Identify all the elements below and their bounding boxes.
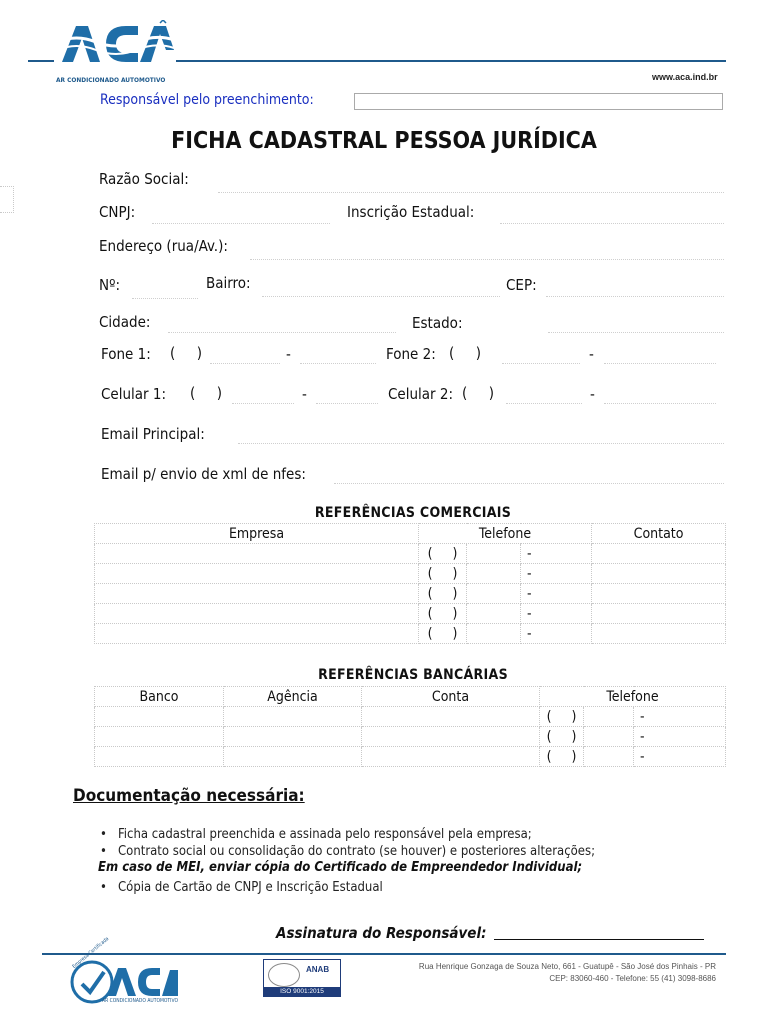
celular1-part1[interactable] bbox=[232, 383, 294, 404]
fone2-label: Fone 2: bbox=[386, 345, 436, 363]
email-xml-field[interactable] bbox=[334, 463, 724, 484]
banco-cell[interactable] bbox=[95, 727, 224, 747]
cidade-label: Cidade: bbox=[99, 313, 151, 331]
conta-cell[interactable] bbox=[362, 727, 540, 747]
docs-list-2 bbox=[96, 879, 716, 896]
phone-part2-cell[interactable] bbox=[521, 544, 592, 564]
signature-line[interactable] bbox=[494, 939, 704, 940]
phone-part2-cell[interactable] bbox=[634, 707, 726, 727]
table-row bbox=[95, 584, 726, 604]
footer-logo-tagline: AR CONDICIONADO AUTOMOTIVO bbox=[102, 998, 179, 1004]
agencia-cell[interactable] bbox=[224, 747, 362, 767]
ddd-cell[interactable]: ( ) bbox=[419, 584, 467, 604]
estado-field[interactable] bbox=[548, 312, 724, 333]
phone-part1-cell[interactable] bbox=[584, 727, 634, 747]
agencia-cell[interactable] bbox=[224, 707, 362, 727]
phone-part1-cell[interactable] bbox=[584, 747, 634, 767]
contato-cell[interactable] bbox=[592, 624, 726, 644]
table-row bbox=[95, 624, 726, 644]
fone2-dash: - bbox=[589, 345, 594, 363]
col-header-agencia: Agência bbox=[224, 687, 362, 707]
header-rule bbox=[176, 60, 726, 62]
table-header-row bbox=[95, 524, 726, 544]
numero-label: Nº: bbox=[99, 276, 120, 294]
cert-badge bbox=[263, 959, 341, 997]
celular2-ddd[interactable]: ( ) bbox=[462, 384, 494, 402]
phone-part1-cell[interactable] bbox=[467, 624, 521, 644]
footer-ring-text: Empresa Certificada bbox=[71, 936, 111, 970]
phone-part1-cell[interactable] bbox=[584, 707, 634, 727]
ddd-cell[interactable]: ( ) bbox=[540, 707, 584, 727]
header-rule-left bbox=[28, 60, 54, 62]
page-title: FICHA CADASTRAL PESSOA JURÍDICA bbox=[171, 128, 597, 154]
celular1-part2[interactable] bbox=[316, 383, 378, 404]
ddd-cell[interactable]: ( ) bbox=[419, 604, 467, 624]
ref-bancarias-title: REFERÊNCIAS BANCÁRIAS bbox=[318, 667, 508, 683]
email-xml-label: Email p/ envio de xml de nfes: bbox=[101, 465, 306, 483]
phone-part1-cell[interactable] bbox=[467, 564, 521, 584]
col-header-telefone: Telefone bbox=[540, 687, 726, 707]
ddd-cell[interactable]: ( ) bbox=[419, 544, 467, 564]
dash: - bbox=[640, 728, 645, 745]
col-header-conta: Conta bbox=[362, 687, 540, 707]
banco-cell[interactable] bbox=[95, 707, 224, 727]
list-item: • Cópia de Cartão de CNPJ e Inscrição Estadual bbox=[96, 879, 716, 896]
cnpj-label: CNPJ: bbox=[99, 203, 136, 221]
fone1-part2[interactable] bbox=[300, 343, 376, 364]
empresa-cell[interactable] bbox=[95, 584, 419, 604]
celular2-dash: - bbox=[590, 385, 595, 403]
phone-part2-cell[interactable] bbox=[634, 747, 726, 767]
phone-part2-cell[interactable] bbox=[521, 624, 592, 644]
celular1-label: Celular 1: bbox=[101, 385, 167, 403]
celular2-label: Celular 2: bbox=[388, 385, 454, 403]
table-header-row bbox=[95, 687, 726, 707]
ddd-cell[interactable]: ( ) bbox=[540, 727, 584, 747]
numero-field[interactable] bbox=[132, 278, 198, 299]
endereco-label: Endereço (rua/Av.): bbox=[99, 237, 228, 255]
phone-part2-cell[interactable] bbox=[634, 727, 726, 747]
celular1-dash: - bbox=[302, 385, 307, 403]
contato-cell[interactable] bbox=[592, 604, 726, 624]
mei-note: Em caso de MEI, enviar cópia do Certificado de Empreendedor Individual; bbox=[98, 860, 583, 875]
estado-label: Estado: bbox=[412, 314, 463, 332]
inscricao-estadual-label: Inscrição Estadual: bbox=[347, 203, 475, 221]
celular1-ddd[interactable]: ( ) bbox=[190, 384, 222, 402]
dash: - bbox=[640, 708, 645, 725]
aca-logo-icon bbox=[56, 20, 176, 70]
col-header-banco: Banco bbox=[95, 687, 224, 707]
table-row bbox=[95, 707, 726, 727]
ddd-cell[interactable]: ( ) bbox=[540, 747, 584, 767]
ddd-cell[interactable]: ( ) bbox=[419, 564, 467, 584]
header-logo bbox=[56, 20, 176, 84]
fone1-part1[interactable] bbox=[210, 343, 280, 364]
cnpj-field[interactable] bbox=[152, 203, 330, 224]
ref-bancarias-table bbox=[94, 686, 726, 767]
cert-seal-icon bbox=[268, 963, 300, 987]
responsavel-input[interactable] bbox=[354, 93, 723, 110]
table-row bbox=[95, 604, 726, 624]
bairro-label: Bairro: bbox=[206, 274, 251, 292]
ddd-cell[interactable]: ( ) bbox=[419, 624, 467, 644]
dash: - bbox=[527, 605, 532, 622]
logo-tagline: AR CONDICIONADO AUTOMOTIVO bbox=[56, 76, 166, 84]
conta-cell[interactable] bbox=[362, 707, 540, 727]
footer-contact: CEP: 83060-460 - Telefone: 55 (41) 3098-8686 bbox=[549, 974, 716, 983]
cep-field[interactable] bbox=[546, 276, 724, 297]
ref-comerciais-table bbox=[94, 523, 726, 644]
dash: - bbox=[527, 565, 532, 582]
fone1-label: Fone 1: bbox=[101, 345, 151, 363]
endereco-field[interactable] bbox=[250, 239, 724, 260]
phone-part2-cell[interactable] bbox=[521, 564, 592, 584]
col-header-empresa: Empresa bbox=[95, 524, 419, 544]
phone-part1-cell[interactable] bbox=[467, 544, 521, 564]
margin-mark bbox=[0, 186, 14, 213]
celular2-part1[interactable] bbox=[506, 383, 582, 404]
footer-logo bbox=[70, 936, 180, 1006]
dash: - bbox=[640, 748, 645, 765]
email-principal-label: Email Principal: bbox=[101, 425, 205, 443]
col-header-telefone: Telefone bbox=[419, 524, 592, 544]
fone2-part2[interactable] bbox=[604, 343, 716, 364]
bairro-field[interactable] bbox=[262, 276, 500, 297]
empresa-cell[interactable] bbox=[95, 544, 419, 564]
dash: - bbox=[527, 625, 532, 642]
fone1-dash: - bbox=[286, 345, 291, 363]
contato-cell[interactable] bbox=[592, 584, 726, 604]
table-row bbox=[95, 727, 726, 747]
footer-rule bbox=[42, 953, 726, 955]
footer-address: Rua Henrique Gonzaga de Souza Neto, 661 - Guatupê - São José dos Pinhais - PR bbox=[418, 962, 716, 971]
empresa-cell[interactable] bbox=[95, 624, 419, 644]
website: www.aca.ind.br bbox=[652, 72, 718, 82]
phone-part2-cell[interactable] bbox=[521, 584, 592, 604]
dash: - bbox=[527, 585, 532, 602]
signature-label: Assinatura do Responsável: bbox=[276, 924, 487, 942]
inscricao-estadual-field[interactable] bbox=[500, 203, 724, 224]
list-item: • Ficha cadastral preenchida e assinada pelo responsável pela empresa; bbox=[96, 826, 716, 843]
banco-cell[interactable] bbox=[95, 747, 224, 767]
empresa-cell[interactable] bbox=[95, 604, 419, 624]
docs-title: Documentação necessária: bbox=[73, 786, 305, 806]
cep-label: CEP: bbox=[506, 276, 537, 294]
conta-cell[interactable] bbox=[362, 747, 540, 767]
agencia-cell[interactable] bbox=[224, 727, 362, 747]
phone-part1-cell[interactable] bbox=[467, 584, 521, 604]
fone2-ddd[interactable]: ( ) bbox=[449, 344, 481, 362]
cert-iso: ISO 9001:2015 bbox=[264, 987, 340, 996]
fone2-part1[interactable] bbox=[502, 343, 580, 364]
list-item: • Contrato social ou consolidação do contrato (se houver) e posteriores alterações; bbox=[96, 843, 716, 860]
razao-social-label: Razão Social: bbox=[99, 170, 189, 188]
table-row bbox=[95, 564, 726, 584]
celular2-part2[interactable] bbox=[604, 383, 716, 404]
fone1-ddd[interactable]: ( ) bbox=[170, 344, 202, 362]
empresa-cell[interactable] bbox=[95, 564, 419, 584]
contato-cell[interactable] bbox=[592, 544, 726, 564]
dash: - bbox=[527, 545, 532, 562]
phone-part1-cell[interactable] bbox=[467, 604, 521, 624]
responsavel-label: Responsável pelo preenchimento: bbox=[100, 92, 314, 108]
email-principal-field[interactable] bbox=[238, 423, 724, 444]
table-row bbox=[95, 544, 726, 564]
ref-comerciais-title: REFERÊNCIAS COMERCIAIS bbox=[314, 505, 512, 521]
docs-list bbox=[96, 826, 716, 860]
cert-anab: ANAB bbox=[306, 965, 330, 974]
cidade-field[interactable] bbox=[168, 312, 396, 333]
col-header-contato: Contato bbox=[592, 524, 726, 544]
contato-cell[interactable] bbox=[592, 564, 726, 584]
razao-social-field[interactable] bbox=[218, 172, 724, 193]
phone-part2-cell[interactable] bbox=[521, 604, 592, 624]
table-row bbox=[95, 747, 726, 767]
